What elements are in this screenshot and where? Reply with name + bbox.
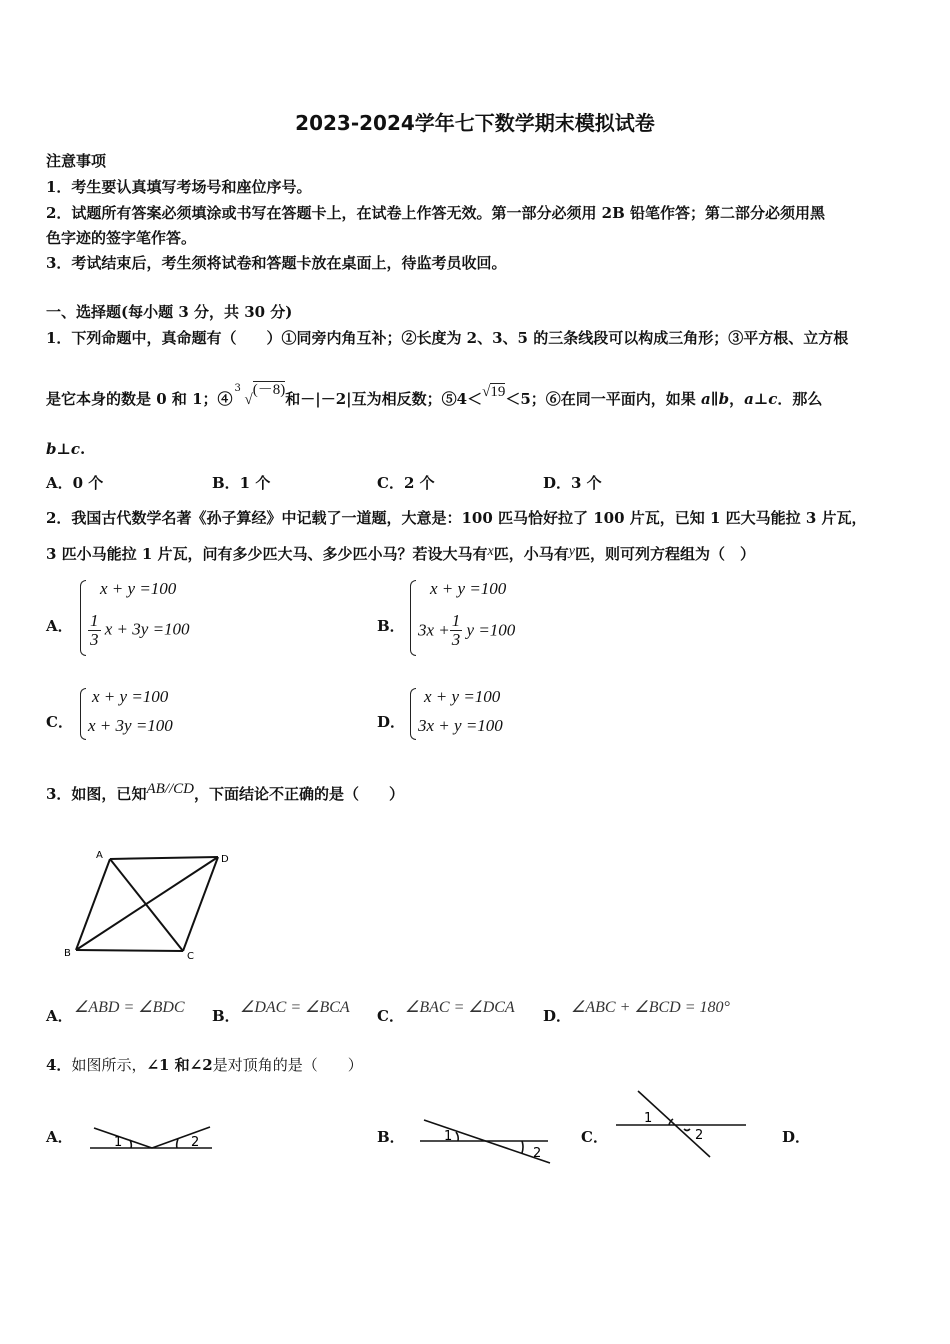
q4-label-b: B．	[377, 1128, 405, 1146]
sqrt-19: √19	[482, 384, 506, 400]
notice-item-2: 2．试题所有答案必须填涂或书写在答题卡上，在试卷上作答无效。第一部分必须用 2B 铅笔作答；第二部分必须用黑	[46, 204, 826, 222]
q1-line3-tail: .	[80, 440, 86, 458]
q3-label-c: C．	[377, 1007, 404, 1025]
q2-a-eq2: $\frac{1}{3}$ x + 3y =100	[90, 611, 190, 649]
brace	[80, 688, 86, 740]
arc-2	[684, 1129, 690, 1131]
q4-figure-b	[416, 1114, 556, 1166]
q1-option-d: D．3 个	[543, 474, 602, 492]
q3-given: AB//CD	[146, 781, 194, 797]
q2-c-eq2: x + 3y =100	[88, 716, 173, 735]
page-title: 2023-2024学年七下数学期末模拟试卷	[295, 111, 655, 135]
diagonal-ac	[110, 859, 183, 951]
angle-label-2: 2	[191, 1135, 200, 1150]
brace	[80, 580, 86, 656]
q3-option-c: ∠BAC = ∠DCA	[405, 999, 515, 1016]
ray-left	[94, 1128, 152, 1148]
vertex-d: D	[221, 854, 229, 865]
q1-line1: 1．下列命题中，真命题有（ ）①同旁内角互补；②长度为 2、3、5 的三条线段可以构成三角形；③平方根、立方根	[46, 329, 849, 347]
q3-option-b: ∠DAC = ∠BCA	[240, 999, 350, 1016]
edge-dc	[183, 857, 218, 951]
q3-label-b: B．	[212, 1007, 240, 1025]
sqrt-body: 19	[490, 384, 506, 400]
q2-line2	[46, 545, 755, 565]
ray-right	[152, 1127, 210, 1148]
q2-label-d: D．	[377, 713, 406, 731]
q4-figure-c	[612, 1088, 752, 1160]
brace	[410, 688, 416, 740]
q1-conclusion: b⊥c	[46, 440, 81, 458]
q2-a-eq1: x + y =100	[100, 579, 177, 598]
q1-option-c: C．2 个	[377, 474, 435, 492]
arc-1	[456, 1132, 458, 1141]
vertex-a: A	[96, 850, 103, 861]
q1-tail: ．那么	[777, 390, 823, 408]
q3-label-a: A．	[46, 1007, 73, 1025]
q1-option-a: A．0 个	[46, 474, 104, 492]
fraction: $\frac{1}{3}$	[90, 611, 99, 649]
q4-label-a: A．	[46, 1128, 73, 1146]
section-heading: 一、选择题(每小题 3 分，共 30 分)	[46, 303, 293, 321]
q2-d-eq2: 3x + y =100	[418, 716, 503, 735]
q3-option-a: ∠ABD = ∠BDC	[74, 999, 185, 1016]
q2-d-eq1: x + y =100	[424, 687, 501, 706]
q3-parallelogram-figure	[60, 845, 240, 965]
q3-label-d: D．	[543, 1007, 572, 1025]
q4-label-d: D．	[782, 1128, 811, 1146]
angle-label-2: 2	[695, 1128, 704, 1143]
angle-label-1: 1	[644, 1111, 653, 1126]
q2-line2-a: 3 匹小马能拉 1 片瓦，问有多少匹大马、多少匹小马？若设大马有	[46, 545, 488, 563]
q2-c-eq1: x + y =100	[92, 687, 169, 706]
q3-stem: 3．如图，已知AB//CD，下面结论不正确的是（ ）	[46, 781, 404, 803]
arc-2	[522, 1141, 523, 1153]
q1-option-b: B．1 个	[212, 474, 271, 492]
q2-line2-b: 匹，小马有	[493, 545, 569, 563]
cube-root: 3 √(－8)	[234, 382, 286, 408]
arc-2	[177, 1139, 178, 1148]
q1-line2-a: 是它本身的数是 0 和 1；④	[46, 390, 233, 408]
q1-line2	[46, 382, 823, 409]
notice-item-2-cont: 色字迹的签字笔作答。	[46, 229, 197, 247]
root-index: 3	[234, 383, 241, 394]
q2-b-eq2: 3x + $\frac{1}{3}$ y =100	[418, 611, 516, 649]
notice-item-1: 1．考生要认真填写考场号和座位序号。	[46, 178, 312, 196]
arc-1	[130, 1140, 131, 1148]
var-y: y	[568, 544, 575, 559]
angle-label-2: 2	[533, 1146, 542, 1161]
var-x: x	[487, 544, 494, 559]
q1-line2-b: 和－|－2|互为相反数；⑤	[285, 390, 457, 408]
q2-line2-c: 匹，则可列方程组为（ ）	[575, 545, 756, 563]
q3-option-d: ∠ABC + ∠BCD = 180°	[571, 999, 730, 1016]
notice-item-3: 3．考试结束后，考生须将试卷和答题卡放在桌面上，待监考员收回。	[46, 254, 507, 272]
q1-line3	[46, 440, 85, 458]
q2-b-eq1: x + y =100	[430, 579, 507, 598]
vertex-c: C	[187, 951, 194, 962]
sep: ，	[729, 390, 745, 408]
fraction: $\frac{1}{3}$	[451, 611, 461, 649]
q2-line1: 2．我国古代数学名著《孙子算经》中记载了一道题，大意是：100 匹马恰好拉了 100 片瓦，已知 1 匹大马能拉 3 片瓦，	[46, 509, 867, 527]
root-body: (－8)	[252, 382, 286, 398]
vertex-b: B	[64, 948, 71, 959]
notice-heading: 注意事项	[46, 152, 107, 170]
edge-ad	[110, 857, 218, 859]
q4-stem: 4．如图所示，∠1 和∠2是对顶角的是（ ）	[46, 1056, 363, 1074]
cond-1: a∥b	[700, 390, 730, 408]
q1-ineq-left: 4＜	[456, 390, 483, 408]
angle-label-1: 1	[444, 1129, 453, 1144]
q2-label-b: B．	[377, 617, 405, 635]
q1-ineq-right: ＜5；⑥在同一平面内，如果	[505, 390, 701, 408]
q4-label-c: C．	[581, 1128, 608, 1146]
brace	[410, 580, 416, 656]
angle-label-1: 1	[114, 1135, 123, 1150]
q2-label-a: A．	[46, 617, 73, 635]
q2-label-c: C．	[46, 713, 73, 731]
cond-2: a⊥c	[744, 390, 778, 408]
q4-figure-a	[86, 1118, 216, 1154]
edge-bc	[76, 950, 183, 951]
edge-ab	[76, 859, 110, 950]
diagonal-bd	[76, 857, 218, 950]
